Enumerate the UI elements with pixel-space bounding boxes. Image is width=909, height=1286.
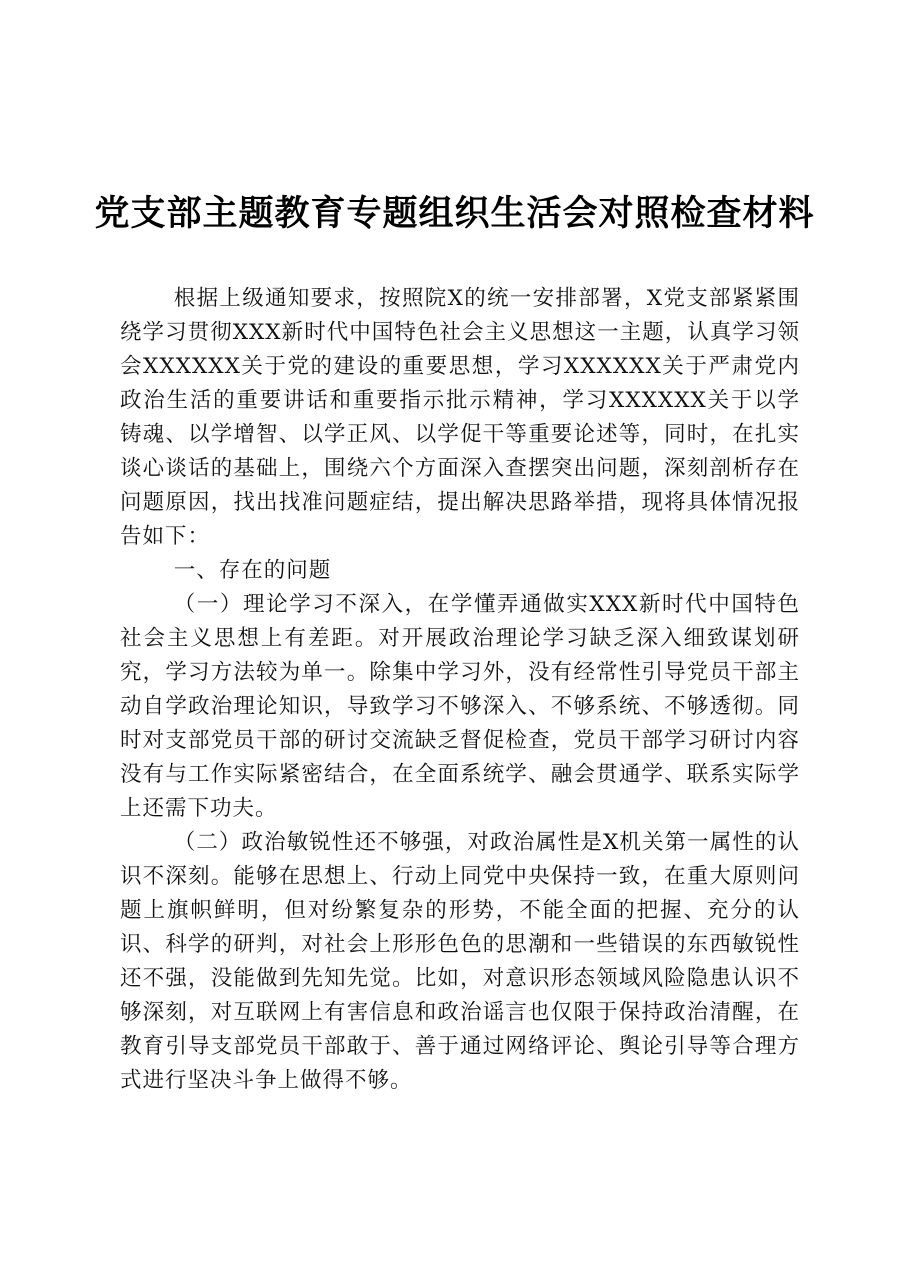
document-body bbox=[120, 282, 800, 1098]
document-title: 党支部主题教育专题组织生活会对照检查材料 bbox=[94, 193, 815, 234]
intro-paragraph: 根据上级通知要求，按照院X的统一安排部署，X党支部紧紧围绕学习贯彻XXX新时代中国特色社会主义思想这一主题，认真学习领会XXXXXX关于党的建设的重要思想，学习XXXXXX关于严肃党内政治生活的重要讲话和重要指示批示精神，学习XXXXXX关于以学铸魂、以学增智、以学正风、以学促干等重要论述等，同时，在扎实谈心谈话的基础上，围绕六个方面深入查摆突出问题，深刻剖析存在问题原因，找出找准问题症结，提出解决思路举措，现将具体情况报告如下： bbox=[120, 286, 800, 549]
issue-paragraph-1: （一）理论学习不深入，在学懂弄通做实XXX新时代中国特色社会主义思想上有差距。对开展政治理论学习缺乏深入细致谋划研究，学习方法较为单一。除集中学习外，没有经常性引导党员干部主动自学政治理论知识，导致学习不够深入、不够系统、不够透彻。同时对支部党员干部的研讨交流缺乏督促检查，党员干部学习研讨内容没有与工作实际紧密结合，在全面系统学、融会贯通学、联系实际学上还需下功夫。 bbox=[120, 592, 800, 821]
section-heading: 一、存在的问题 bbox=[173, 558, 332, 583]
issue-paragraph-2: （二）政治敏锐性还不够强，对政治属性是X机关第一属性的认识不深刻。能够在思想上、行动上同党中央保持一致，在重大原则问题上旗帜鲜明，但对纷繁复杂的形势，不能全面的把握、充分的认识、科学的研判，对社会上形形色色的思潮和一些错误的东西敏锐性还不强，没能做到先知先觉。比如，对意识形态领域风险隐患认识不够深刻，对互联网上有害信息和政治谣言也仅限于保持政治清醒，在教育引导支部党员干部敢于、善于通过网络评论、舆论引导等合理方式进行坚决斗争上做得不够。 bbox=[120, 830, 800, 1093]
